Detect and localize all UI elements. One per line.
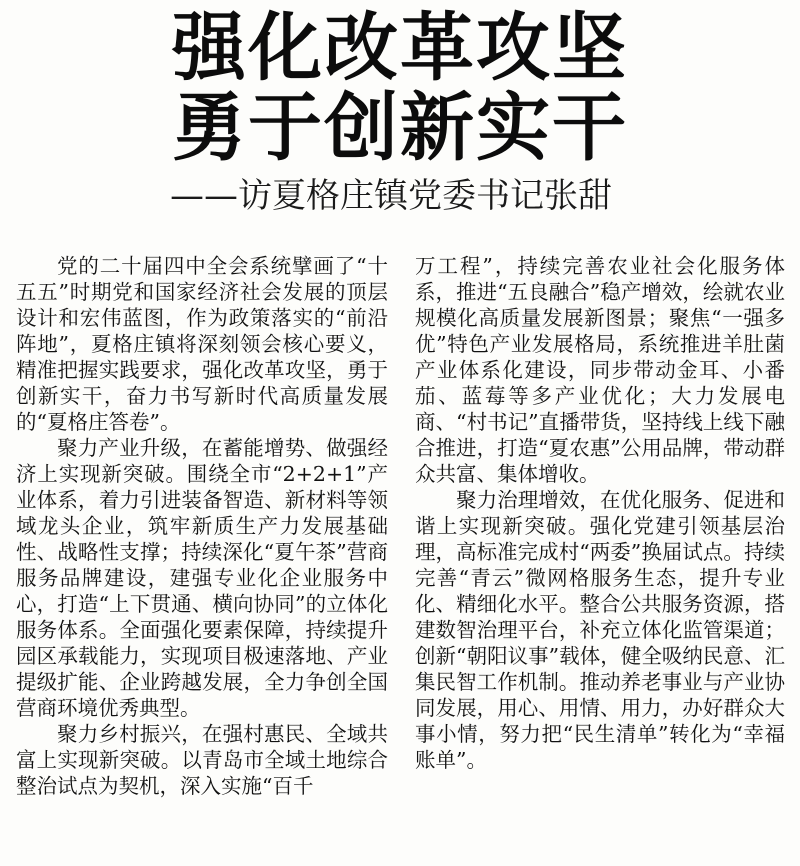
headline-line-2: 勇于创新实干 <box>172 85 628 171</box>
paragraph-industry: 聚力产业升级，在蓄能增势、做强经济上实现新突破。围绕全市“2+2+1”产业体系，着力引进装备智造、新材料等领域龙头企业，筑牢新质生产力发展基础性、战略性支撑；持续深化“夏午茶”营商服务品牌建设，建强专业化企业服务中心，打造“上下贯通、横向协同”的立体化服务体系。全面强化要素保障，持续提升园区承载能力，实现项目极速落地、产业提级扩能、企业跨越发展，全力争创全国营商环境优秀典型。 <box>16 436 388 720</box>
headline-line-1: 强化改革攻坚 <box>172 5 628 91</box>
right-column <box>415 253 785 773</box>
paragraph-rural-continued: 万工程”，持续完善农业社会化服务体系，推进“五良融合”稳产增效，绘就农业规模化高质量发展新图景；聚焦“一强多优”特色产业发展格局，系统推进羊肚菌产业体系化建设，同步带动金耳、小番茄、蓝莓等多产业优化；大力发展电商、“村书记”直播带货，坚持线上线下融合推进，打造“夏农惠”公用品牌，带动群众共富、集体增收。 <box>415 254 785 486</box>
paragraph-rural: 聚力乡村振兴，在强村惠民、全域共富上实现新突破。以青岛市全域土地综合整治试点为契机，深入实施“百千 <box>16 722 388 798</box>
paragraph-governance: 聚力治理增效，在优化服务、促进和谐上实现新突破。强化党建引领基层治理，高标准完成村“两委”换届试点。持续完善“青云”微网格服务生态，提升专业化、精细化水平。整合公共服务资源，搭建数智治理平台，补充立体化监管渠道；创新“朝阳议事”载体，健全吸纳民意、汇集民智工作机制。推动养老事业与产业协同发展，用心、用情、用力，办好群众大事小情，努力把“民生清单”转化为“幸福账单”。 <box>415 488 785 772</box>
paragraph-intro: 党的二十届四中全会系统擘画了“十五五”时期党和国家经济社会发展的顶层设计和宏伟蓝图，作为政策落实的“前沿阵地”，夏格庄镇将深刻领会核心要义，精准把握实践要求，强化改革攻坚，勇于创新实干，奋力书写新时代高质量发展的“夏格庄答卷”。 <box>16 254 388 434</box>
subtitle: ——访夏格庄镇党委书记张甜 <box>170 176 612 216</box>
left-column <box>16 253 388 799</box>
